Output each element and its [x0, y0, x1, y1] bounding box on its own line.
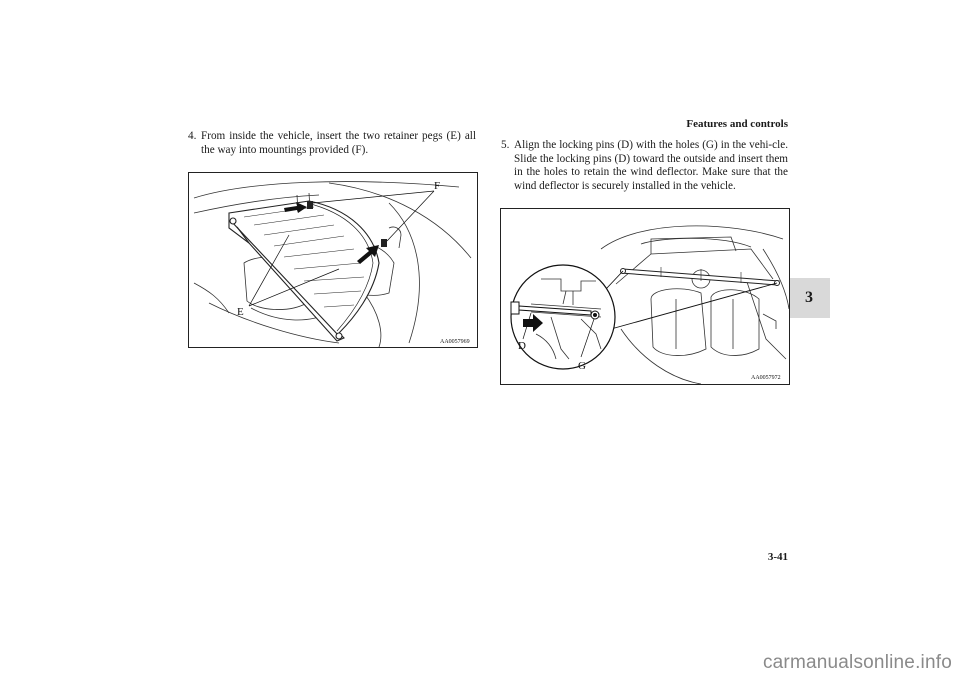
- step-number: 5.: [501, 139, 510, 151]
- illustration-locking-pins: [501, 209, 789, 384]
- label-f: F: [434, 180, 441, 192]
- illustration-wind-deflector-install: [189, 173, 477, 347]
- label-d: D: [518, 340, 526, 352]
- step-number: 4.: [188, 130, 197, 142]
- step-text: Align the locking pins (D) with the holes (G) in the vehi-cle. Slide the locking pins (D) toward the outside and insert them in the holes to retain the wind deflector. Make sure that the wind deflector is securely installed in the vehicle.: [514, 139, 788, 192]
- figure-code: AA0057969: [440, 339, 470, 345]
- figure-retainer-pegs: [188, 172, 478, 348]
- chapter-tab[interactable]: [788, 278, 830, 318]
- label-g: G: [578, 360, 586, 372]
- running-header: Features and controls: [686, 118, 788, 130]
- page-number: 3-41: [767, 551, 788, 563]
- label-e: E: [237, 306, 244, 318]
- watermark[interactable]: carmanualsonline.info: [762, 652, 952, 673]
- figure-code: AA0057972: [751, 375, 781, 381]
- step-4: [188, 130, 476, 157]
- figure-locking-pins: [500, 208, 790, 385]
- step-5: [501, 139, 788, 193]
- step-text: From inside the vehicle, insert the two retainer pegs (E) all the way into mountings provided (F).: [201, 130, 476, 156]
- chapter-number: 3: [805, 289, 813, 306]
